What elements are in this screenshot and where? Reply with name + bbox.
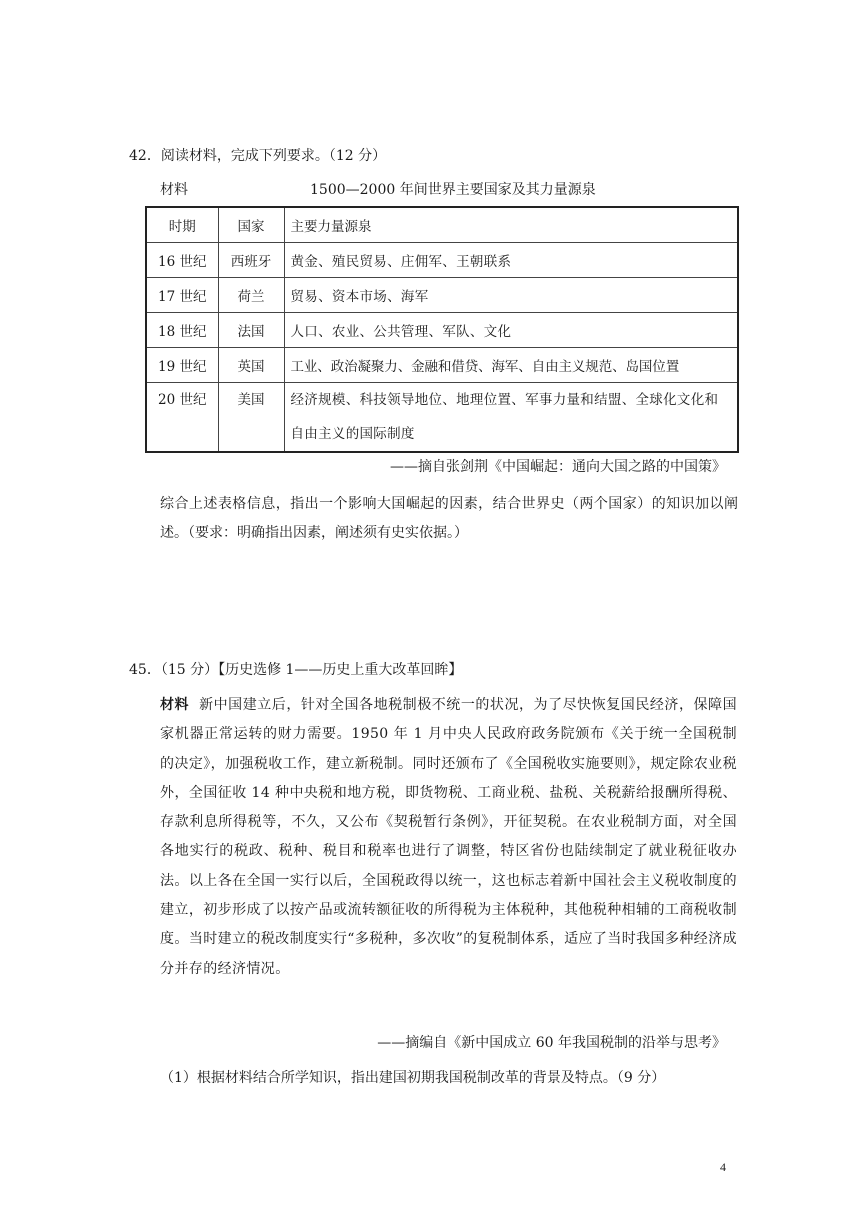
table-row: [146, 383, 738, 453]
table-title: 1500—2000 年间世界主要国家及其力量源泉: [310, 182, 596, 198]
cell-period: 16 世纪: [146, 243, 218, 278]
table-source-citation: ——摘自张剑荆《中国崛起：通向大国之路的中国策》: [390, 459, 726, 475]
question-42-task: 综合上述表格信息，指出一个影响大国崛起的因素，结合世界史（两个国家）的知识加以阐述。（要求：明确指出因素，阐述须有史实依据。）: [160, 496, 738, 541]
question-45-sub1: （1）根据材料结合所学知识，指出建国初期我国税制改革的背景及特点。（9 分）: [160, 1070, 666, 1086]
table-row: [146, 313, 738, 348]
material-source-citation: ——摘编自《新中国成立 60 年我国税制的沿举与思考》: [377, 1035, 726, 1051]
cell-source: 工业、政治凝聚力、金融和借贷、海军、自由主义规范、岛国位置: [284, 348, 738, 383]
powers-table: [145, 206, 739, 453]
cell-country: 英国: [218, 348, 284, 383]
table-caption: [160, 180, 740, 200]
cell-period: 20 世纪: [146, 383, 218, 453]
cell-country: 美国: [218, 383, 284, 453]
cell-period: 18 世纪: [146, 313, 218, 348]
cell-country: 西班牙: [218, 243, 284, 278]
table-header-row: [146, 207, 738, 243]
material-text: 新中国建立后，针对全国各地税制极不统一的状况，为了尽快恢复国民经济，保障国家机器正常运转的财力需要。1950 年 1 月中央人民政府政务院颁布《关于统一全国税制的决定》，加强税收工作，建立新税制。同时还颁布了《全国税收实施要则》，规定除农业税外，全国征收 14 种中央税和地方税，即货物税、工商业税、盐税、关税薪给报酬所得税、存款利息所得税等，不久，又公布《契税暂行条例》，开征契税。在农业税制方面，对全国各地实行的税政、税种、税目和税率也进行了调整，特区省份也陆续制定了就业税征收办法。以上各在全国一实行以后，全国税政得以统一，这也标志着新中国社会主义税收制度的建立，初步形成了以按产品或流转额征收的所得税为主体税种，其他税种相辅的工商税收制度。当时建立的税改制度实行“多税种，多次收”的复税制体系，适应了当时我国多种经济成分并存的经济情况。: [160, 697, 737, 977]
cell-source: 人口、农业、公共管理、军队、文化: [284, 313, 738, 348]
question-45-material: [160, 691, 737, 984]
cell-period: 17 世纪: [146, 278, 218, 313]
table-row: [146, 243, 738, 278]
question-42-heading: 42．阅读材料，完成下列要求。（12 分）: [129, 148, 387, 164]
table-row: [146, 348, 738, 383]
material-label: 材料: [160, 182, 188, 198]
cell-period: 19 世纪: [146, 348, 218, 383]
table-row: [146, 278, 738, 313]
page-number: 4: [720, 1160, 726, 1174]
question-45-heading: 45．（15 分）【历史选修 1——历史上重大改革回眸】: [129, 662, 463, 678]
material-label: 材料: [160, 697, 190, 713]
cell-country: 荷兰: [218, 278, 284, 313]
cell-country: 法国: [218, 313, 284, 348]
cell-source: 黄金、殖民贸易、庄佣军、王朝联系: [284, 243, 738, 278]
header-country: 国家: [218, 207, 284, 243]
header-period: 时期: [146, 207, 218, 243]
cell-source: 经济规模、科技领导地位、地理位置、军事力量和结盟、全球化文化和自由主义的国际制度: [284, 383, 738, 453]
cell-source: 贸易、资本市场、海军: [284, 278, 738, 313]
header-source: 主要力量源泉: [284, 207, 738, 243]
